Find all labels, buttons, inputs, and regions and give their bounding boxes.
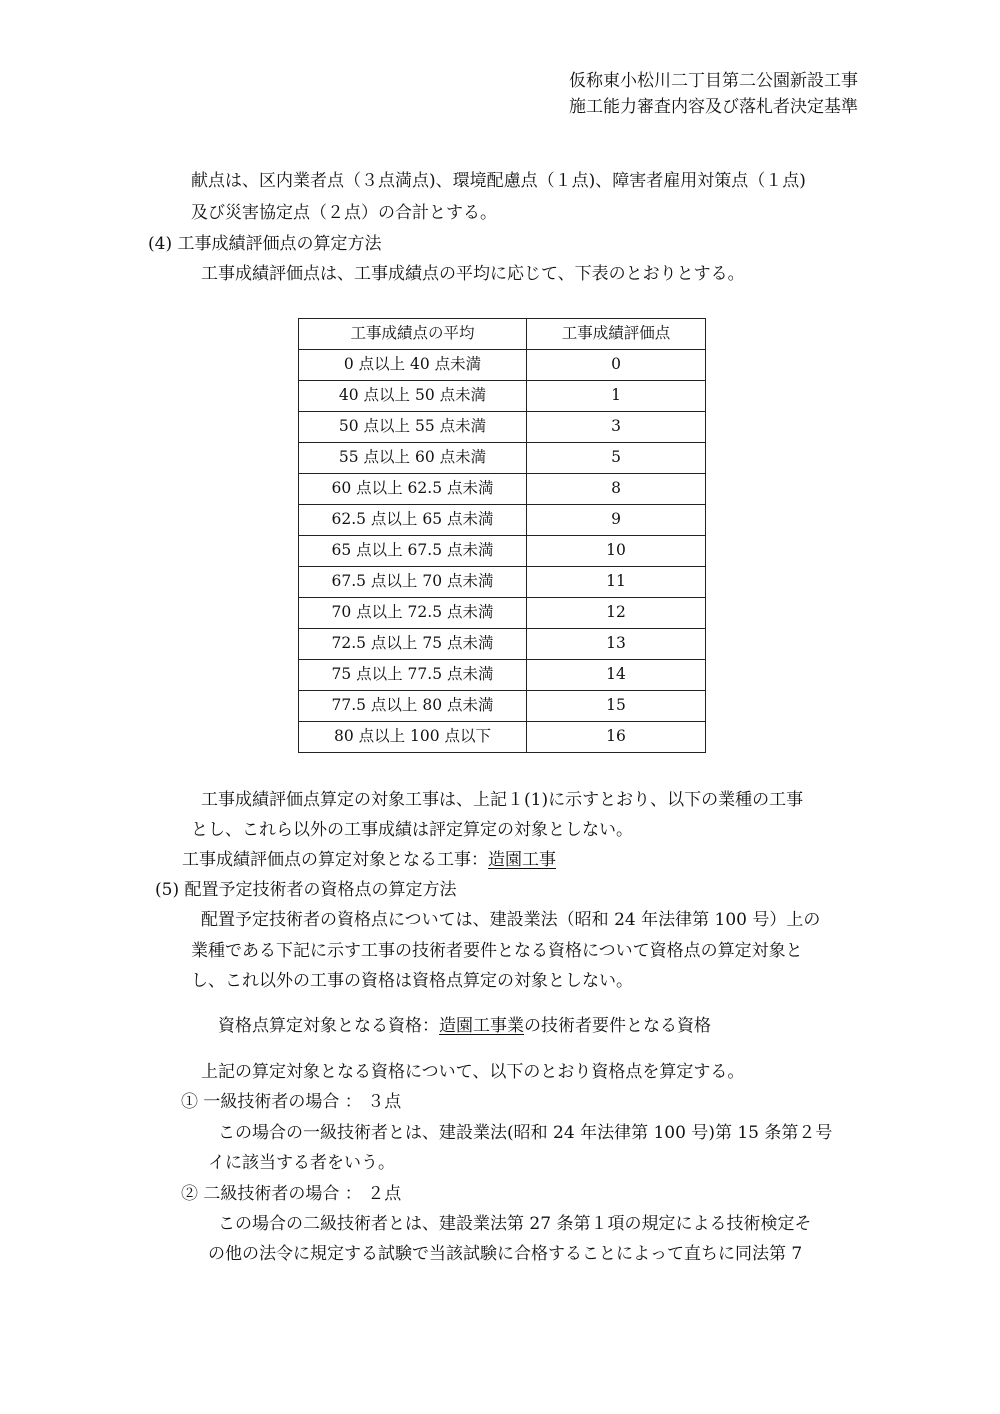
qualification-label: 資格点算定対象となる資格： [218,1016,439,1036]
table-cell-average: 80 点以上 100 点以下 [299,722,527,753]
table-cell-average: 67.5 点以上 70 点未満 [299,567,527,598]
table-row [299,567,706,598]
item-1-line-1: この場合の一級技術者とは、建設業法(昭和 24 年法律第 100 号)第 15 条第２号 [218,1123,833,1143]
table-header-score: 工事成績評価点 [527,319,706,350]
target-work-label: 工事成績評価点の算定対象となる工事： [182,850,488,870]
table-cell-average: 60 点以上 62.5 点未満 [299,474,527,505]
project-title: 仮称東小松川二丁目第二公園新設工事 [569,71,858,91]
table-row [299,474,706,505]
target-work-value: 造園工事 [488,850,556,870]
document-title: 施工能力審査内容及び落札者決定基準 [569,97,858,117]
item-1-heading: ① 一級技術者の場合 ： ３点 [181,1092,402,1112]
table-row [299,443,706,474]
table-cell-average: 72.5 点以上 75 点未満 [299,629,527,660]
table-cell-average: 40 点以上 50 点未満 [299,381,527,412]
section-4-paragraph: 工事成績評価点は、工事成績点の平均に応じて、下表のとおりとする。 [201,264,745,284]
table-cell-average: 0 点以上 40 点未満 [299,350,527,381]
table-cell-score: 8 [527,474,706,505]
table-row [299,660,706,691]
score-table-body [299,350,706,753]
table-row [299,536,706,567]
table-cell-average: 55 点以上 60 点未満 [299,443,527,474]
section-5-para-line-1: 配置予定技術者の資格点については、建設業法（昭和 24 年法律第 100 号）上の [201,910,821,930]
table-cell-score: 12 [527,598,706,629]
table-cell-score: 14 [527,660,706,691]
table-cell-score: 0 [527,350,706,381]
table-row [299,350,706,381]
table-cell-score: 16 [527,722,706,753]
target-work-line [182,852,556,869]
calculation-line: 上記の算定対象となる資格について、以下のとおり資格点を算定する。 [201,1062,745,1082]
table-cell-score: 15 [527,691,706,722]
item-2-line-1: この場合の二級技術者とは、建設業法第 27 条第１項の規定による技術検定そ [218,1214,812,1234]
item-2-line-2: の他の法令に規定する試験で当該試験に合格することによって直ちに同法第 7 [208,1244,803,1264]
table-cell-score: 1 [527,381,706,412]
intro-line-2: 及び災害協定点（２点）の合計とする。 [191,203,497,223]
table-cell-score: 10 [527,536,706,567]
qualification-suffix: の技術者要件となる資格 [524,1016,711,1036]
table-cell-score: 11 [527,567,706,598]
section-4-after-line-2: とし、これら以外の工事成績は評定算定の対象としない。 [191,820,633,840]
item-2-heading: ② 二級技術者の場合 ： ２点 [181,1184,402,1204]
table-cell-average: 65 点以上 67.5 点未満 [299,536,527,567]
table-row [299,722,706,753]
table-header-row [299,319,706,350]
table-cell-average: 70 点以上 72.5 点未満 [299,598,527,629]
table-row [299,412,706,443]
table-row [299,691,706,722]
section-5-para-line-2: 業種である下記に示す工事の技術者要件となる資格について資格点の算定対象と [191,941,803,961]
section-4-after-line-1: 工事成績評価点算定の対象工事は、上記１(1)に示すとおり、以下の業種の工事 [201,790,804,810]
table-cell-average: 75 点以上 77.5 点未満 [299,660,527,691]
intro-line-1: 献点は、区内業者点（３点満点)、環境配慮点（１点)、障害者雇用対策点（１点) [191,171,806,191]
table-row [299,381,706,412]
section-5-heading: (5) 配置予定技術者の資格点の算定方法 [155,880,457,900]
score-table [298,318,706,753]
table-cell-average: 77.5 点以上 80 点未満 [299,691,527,722]
section-4-heading: (4) 工事成績評価点の算定方法 [148,234,382,254]
table-row [299,629,706,660]
table-cell-score: 3 [527,412,706,443]
item-1-line-2: イに該当する者をいう。 [208,1153,395,1173]
table-row [299,598,706,629]
section-5-para-line-3: し、これ以外の工事の資格は資格点算定の対象としない。 [191,971,633,991]
table-cell-score: 5 [527,443,706,474]
qualification-value: 造園工事業 [439,1016,524,1036]
table-cell-score: 13 [527,629,706,660]
table-row [299,505,706,536]
table-cell-average: 62.5 点以上 65 点未満 [299,505,527,536]
qualification-line [218,1018,711,1035]
table-header-average: 工事成績点の平均 [299,319,527,350]
table-cell-average: 50 点以上 55 点未満 [299,412,527,443]
table-cell-score: 9 [527,505,706,536]
